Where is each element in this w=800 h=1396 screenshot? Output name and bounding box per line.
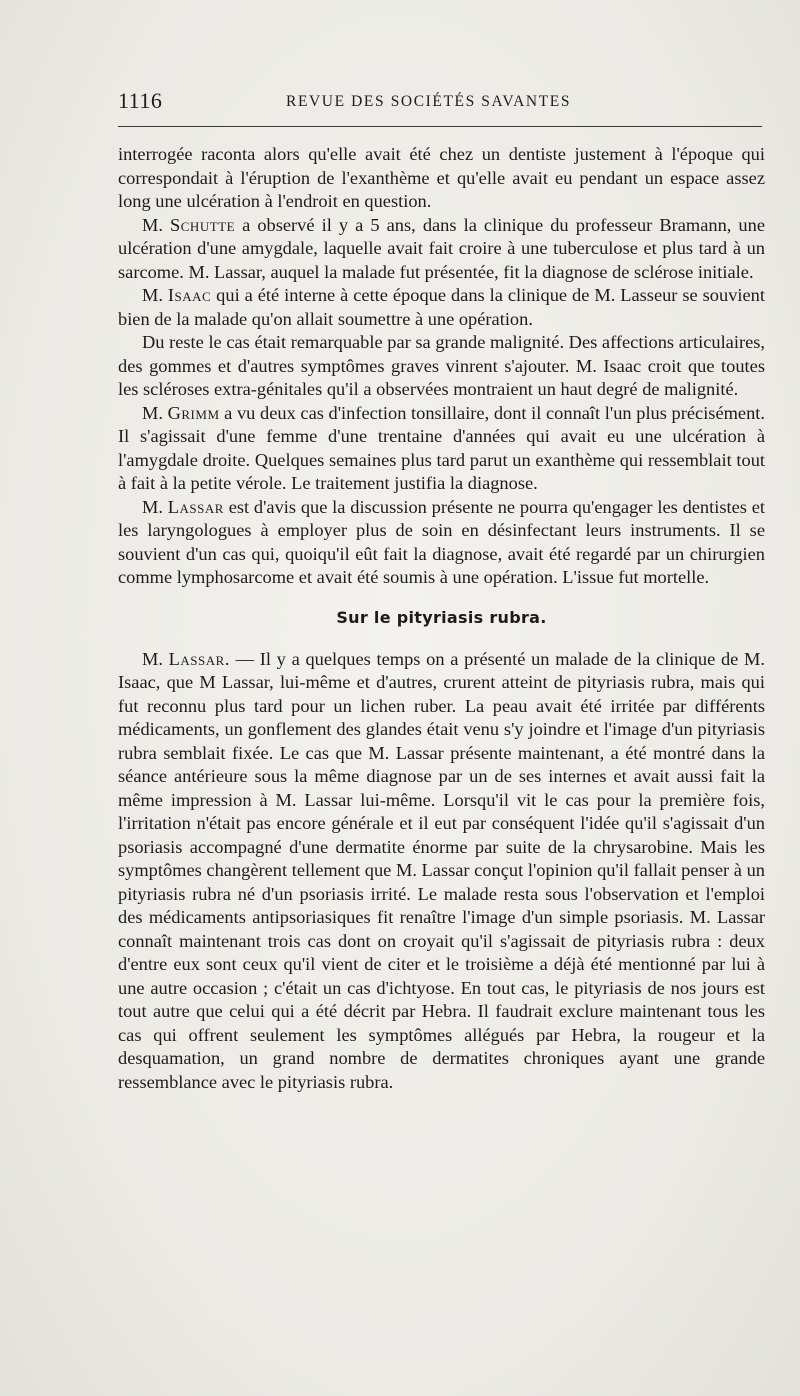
running-head: REVUE DES SOCIÉTÉS SAVANTES [286, 93, 572, 110]
page-header [118, 88, 762, 118]
body-text [118, 143, 765, 1094]
header-rule [118, 126, 762, 127]
paragraph-pityriasis [118, 648, 765, 1095]
speaker-name: Schutte [170, 214, 236, 235]
paragraph-continuation [118, 143, 765, 214]
paragraph-text: interrogée raconta alors qu'elle avait été chez un dentiste justement à l'époque qui correspondait à l'éruption de l'exanthème et qu'elle avait eu pendant un espace assez long une ulcération à l'endroit en question. [118, 144, 765, 211]
page-number: 1116 [118, 88, 163, 113]
speaker-title: M. [142, 285, 163, 305]
paragraph-grimm [118, 402, 765, 496]
speaker-name: Isaac [167, 285, 212, 305]
speaker-name: Lassar. [168, 648, 230, 669]
speaker-title: M. [142, 648, 163, 669]
speaker-title: M. [142, 496, 163, 517]
speaker-title: M. [142, 214, 163, 235]
paragraph-text: a observé il y a 5 ans, dans la clinique du professeur Bramann, une ulcération d'une amygdale, laquelle avait fait croire à une tuberculose et plus tard à un sarcome. M. Lassar, auquel la malade fut présentée, fit la diagnose de sclérose initiale. [118, 214, 765, 282]
paragraph-text: — Il y a quelques temps on a présenté un malade de la clinique de M. Isaac, que M Lassar, lui-même et d'autres, crurent atteint de pityriasis rubra, mais qui fut reconnu plus tard pour un lichen ruber. La peau avait été irritée par différents médicaments, un gonflement des glandes était venu s'y joindre et l'image d'un pityriasis rubra semblait fixée. Le cas que M. Lassar présente maintenant, a été montré dans la séance antérieure sous la même diagnose par un de ses internes et avait aussi fait la même impression à M. Lassar lui-même. Lorsqu'il vit le cas pour la première fois, l'irritation n'était pas encore générale et il eut par conséquent l'idée qu'il s'agissait d'un psoriasis accompagné d'une dermatite énorme par suite de la chrysarobine. Mais les symptômes changèrent tellement que M. Lassar conçut l'opinion qu'il fallait penser à un pityriasis rubra né d'un psoriasis irrité. Le malade resta sous l'observation et l'emploi des médicaments antipsoriasiques fit renaître l'image d'un simple psoriasis. M. Lassar connaît maintenant trois cas dont on croyait qu'il s'agissait de pityriasis rubra : deux d'entre eux sont ceux qu'il vient de citer et le troisième a déjà été mentionné par lui à une autre occasion ; c'était un cas d'ichtyose. En tout cas, le pityriasis de nos jours est tout autre que celui qui a été décrit par Hebra. Il faudrait exclure maintenant tous les cas qui offrent seulement les symptômes allégués par Hebra, la rougeur et la desquamation, un grand nombre de dermatites chroniques ayant une grande ressemblance avec le pityriasis rubra. [118, 648, 765, 1092]
paragraph-schutte [118, 214, 765, 285]
section-title: Sur le pityriasis rubra. [336, 607, 547, 627]
paragraph-text: Du reste le cas était remarquable par sa grande malignité. Des affections articulaires, des gommes et d'autres symptômes graves vinrent s'ajouter. M. Isaac croit que toutes les scléroses extra-génitales qu'il a observées montraient un haut degré de malignité. [118, 332, 765, 399]
speaker-title: M. [142, 402, 163, 423]
paragraph-text: qui a été interne à cette époque dans la clinique de M. Lasseur se souvient bien de la malade qu'on allait soumettre à une opération. [118, 285, 765, 329]
paragraph-lassar [118, 496, 765, 590]
paragraph-text: est d'avis que la discussion présente ne pourra qu'engager les dentistes et les laryngologues à employer plus de soin en désinfectant leurs instruments. Il se souvient d'un cas qui, quoiqu'il eût fait la diagnose, avait été regardé par un chirurgien comme lymphosarcome et avait été soumis à une opération. L'issue fut mortelle. [118, 496, 765, 587]
speaker-name: Grimm [167, 402, 220, 423]
paragraph-text: a vu deux cas d'infection tonsillaire, dont il connaît l'un plus précisément. Il s'agissait d'une femme d'une trentaine d'années qui avait eu une ulcération à l'amygdale droite. Quelques semaines plus tard parut un exanthème qui ressemblait tout à fait à la petite vérole. Le traitement justifia la diagnose. [118, 402, 765, 493]
paragraph-isaac [118, 284, 765, 331]
paragraph-malignite [118, 331, 765, 402]
speaker-name: Lassar [167, 496, 224, 517]
